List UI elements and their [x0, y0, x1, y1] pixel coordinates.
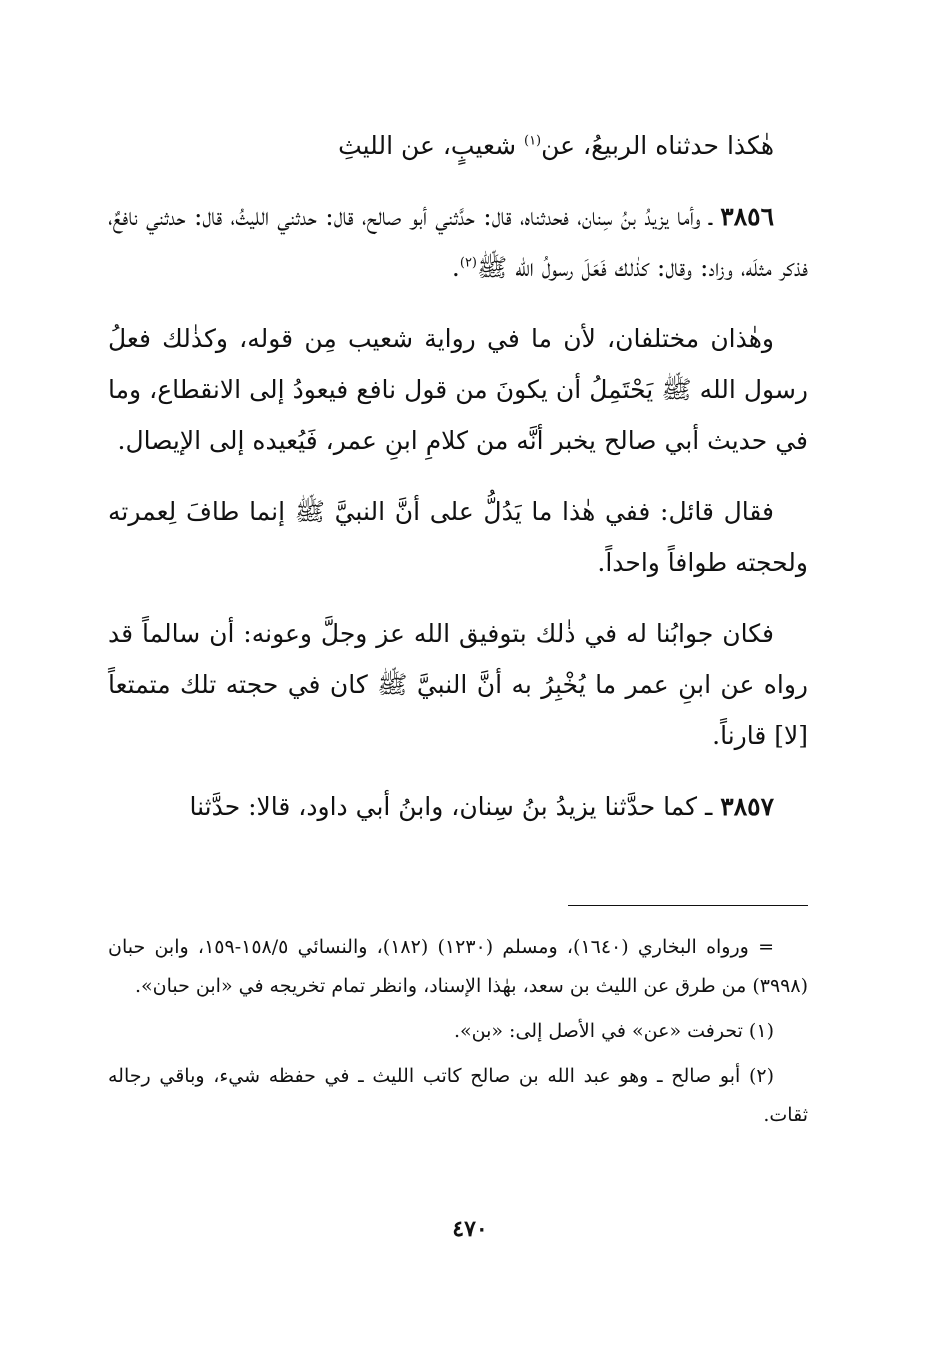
hadith-text: ـ كما حدَّثنا يزيدُ بنُ سِنان، وابنُ أبي داود، قالا: حدَّثنا	[189, 792, 721, 821]
footnote-2: (٢) أبو صالح ـ وهو عبد الله بن صالح كاتب الليث ـ في حفظه شيء، وباقي رجاله ثقات.	[108, 1065, 808, 1126]
main-text	[108, 120, 808, 852]
footnotes	[108, 928, 808, 1141]
paragraph-hadith-3856	[108, 191, 808, 293]
paragraph-1-text: هٰكذا حدثناه الربيعُ، عن	[541, 131, 774, 160]
page-number: ٤٧٠	[452, 1216, 488, 1242]
hadith-text: ـ وأما يزيدُ بنُ سِنان، فحدثناه، قال: حدَّثني أبو صالح، قال: حدثني الليثُ، قال: حدثني نافعٌ، فذكر مثلَه، وزاد: وقال: كذٰلك فَعَلَ رسولُ الله ﷺ	[108, 202, 808, 282]
paragraph-hadith-3857	[108, 781, 808, 832]
footnote-1: (١) تحرفت «عن» في الأصل إلى: «بن».	[453, 1020, 774, 1042]
footnote-divider	[568, 905, 808, 906]
hadith-number: ٣٨٥٧	[720, 792, 774, 821]
paragraph-5: فكان جوابُنا له في ذٰلك بتوفيق الله عز وجلَّ وعونه: أن سالماً قد رواه عن ابنِ عمر ما يُخْبِرُ به أنَّ النبيَّ ﷺ كان في حجته تلك متمتعاً [لا] قارناً.	[108, 619, 808, 750]
paragraph-4: فقال قائل: ففي هٰذا ما يَدُلُّ على أنَّ النبيَّ ﷺ إنما طافَ لِعمرته ولحجته طوافاً واحداً.	[108, 497, 808, 577]
paragraph-3: وهٰذان مختلفان، لأن ما في رواية شعيب مِن قوله، وكذٰلك فعلُ رسول الله ﷺ يَحْتَمِلُ أن يكونَ من قول نافع فيعودُ إلى الانقطاع، وما في حديث أبي صالح يخبر أنَّه من كلامِ ابنِ عمر، فَيُعيده إلى الإيصال.	[108, 324, 808, 455]
paragraph-1	[108, 120, 808, 171]
footnote-ref-2: (٢)	[459, 255, 477, 271]
hadith-number: ٣٨٥٦	[720, 202, 774, 231]
paragraph-1-text-rest: شعيبٍ، عن الليثِ	[338, 131, 524, 160]
hadith-text-end: .	[451, 253, 460, 282]
footnote-continued: = ورواه البخاري (١٦٤٠)، ومسلم (١٢٣٠) (١٨٢)، والنسائي ١٥٨/٥-١٥٩، وابن حبان (٣٩٩٨) من طرق عن الليث بن سعد، بهٰذا الإسناد، وانظر تمام تخريجه في «ابن حبان».	[108, 936, 808, 997]
footnote-ref-1: (١)	[523, 133, 542, 149]
